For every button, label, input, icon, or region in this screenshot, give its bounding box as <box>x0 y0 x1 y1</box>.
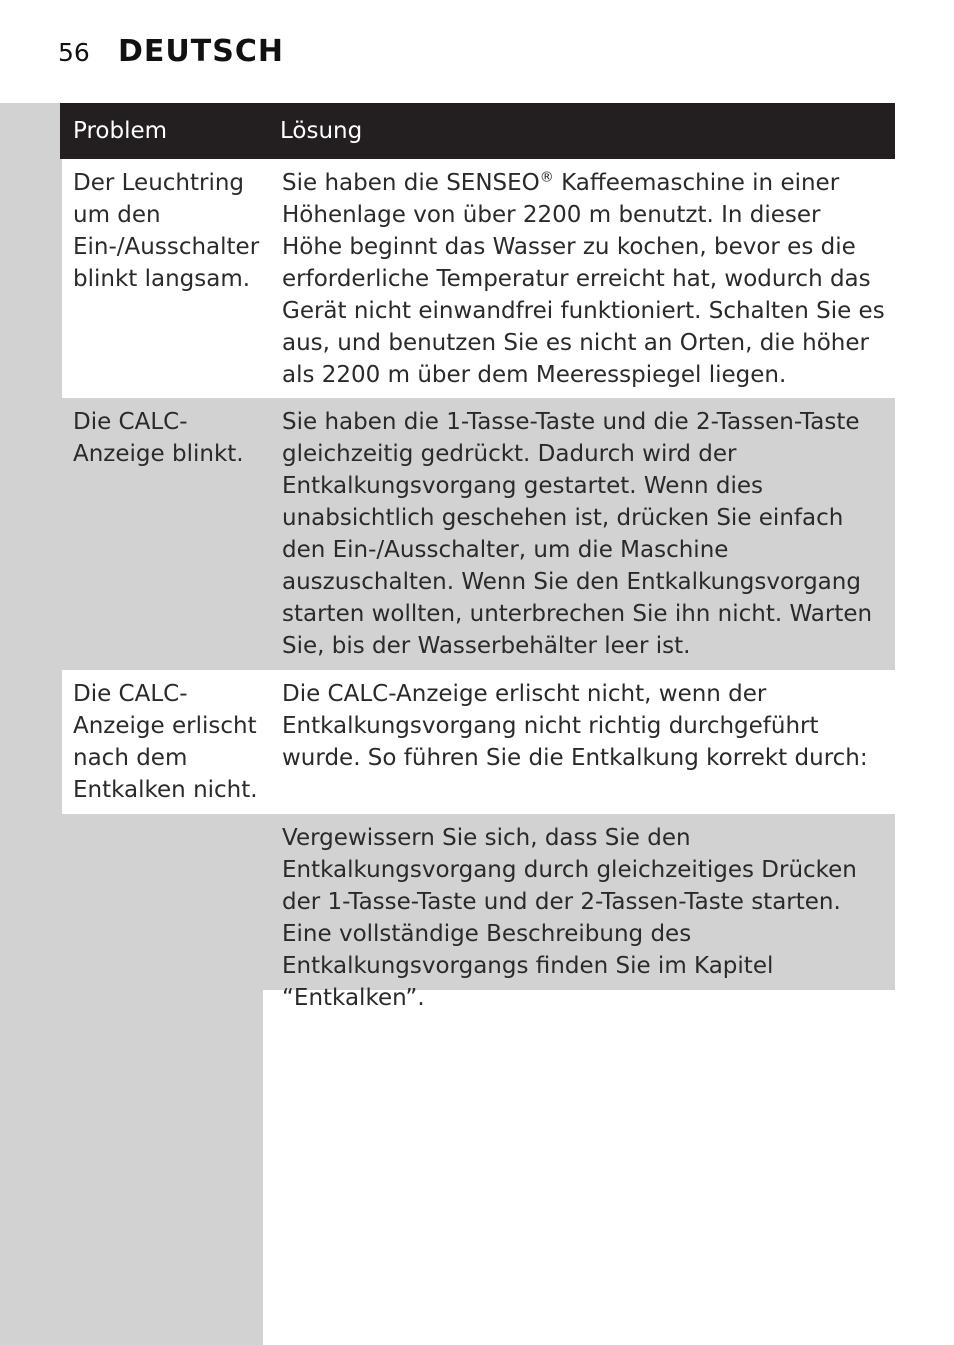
problem-cell: Die CALC-Anzeige erlischt nach dem Entkalken nicht. <box>73 681 258 803</box>
table-row <box>60 814 895 1011</box>
page-number: 56 <box>58 38 90 67</box>
table-row <box>60 398 895 670</box>
section-title: DEUTSCH <box>118 34 284 69</box>
problem-cell: Der Leuchtring um den Ein-/Ausschalter blinkt langsam. <box>73 170 260 292</box>
sidebar-grey-block <box>0 103 60 990</box>
registered-mark: ® <box>539 169 554 186</box>
troubleshooting-table <box>60 103 895 1011</box>
column-header-solution: Lösung <box>280 118 363 144</box>
table-header-row <box>60 103 895 159</box>
problem-cell: Die CALC-Anzeige blinkt. <box>73 409 244 467</box>
table-row <box>60 159 895 398</box>
problem-cell <box>62 814 273 990</box>
bottom-grey-block <box>0 990 263 1345</box>
solution-text: Sie haben die SENSEO <box>282 170 540 196</box>
solution-cell: Sie haben die 1-Tasse-Taste und die 2-Tassen-Taste gleichzeitig gedrückt. Dadurch wird der Entkalkungsvorgang gestartet. Wenn dies unabsichtlich geschehen ist, drücken Sie einfach den Ein-/Ausschalter, um die Maschine auszuschalten. Wenn Sie den Entkalkungsvorgang starten wollten, unterbrechen Sie ihn nicht. Warten Sie, bis der Wasserbehälter leer ist. <box>282 409 873 659</box>
solution-cell <box>273 159 895 398</box>
solution-cell: Die CALC-Anzeige erlischt nicht, wenn der Entkalkungsvorgang nicht richtig durchgeführt wurde. So führen Sie die Entkalkung korrekt durch: <box>282 681 868 771</box>
solution-text: Kaffeemaschine in einer Höhenlage von über 2200 m benutzt. In dieser Höhe beginnt das Wasser zu kochen, bevor es die erforderliche Temperatur erreicht hat, wodurch das Gerät nicht einwandfrei funktioniert. Schalten Sie es aus, und benutzen Sie es nicht an Orten, die höher als 2200 m über dem Meeresspiegel liegen. <box>282 170 885 388</box>
table-row <box>60 670 895 814</box>
solution-cell: Vergewissern Sie sich, dass Sie den Entkalkungsvorgang durch gleichzeitiges Drücken der 1-Tasse-Taste und der 2-Tassen-Taste starten. Eine vollständige Beschreibung des Entkalkungsvorgangs finden Sie im Kapitel “Entkalken”. <box>282 825 857 1011</box>
column-header-problem: Problem <box>73 118 168 144</box>
